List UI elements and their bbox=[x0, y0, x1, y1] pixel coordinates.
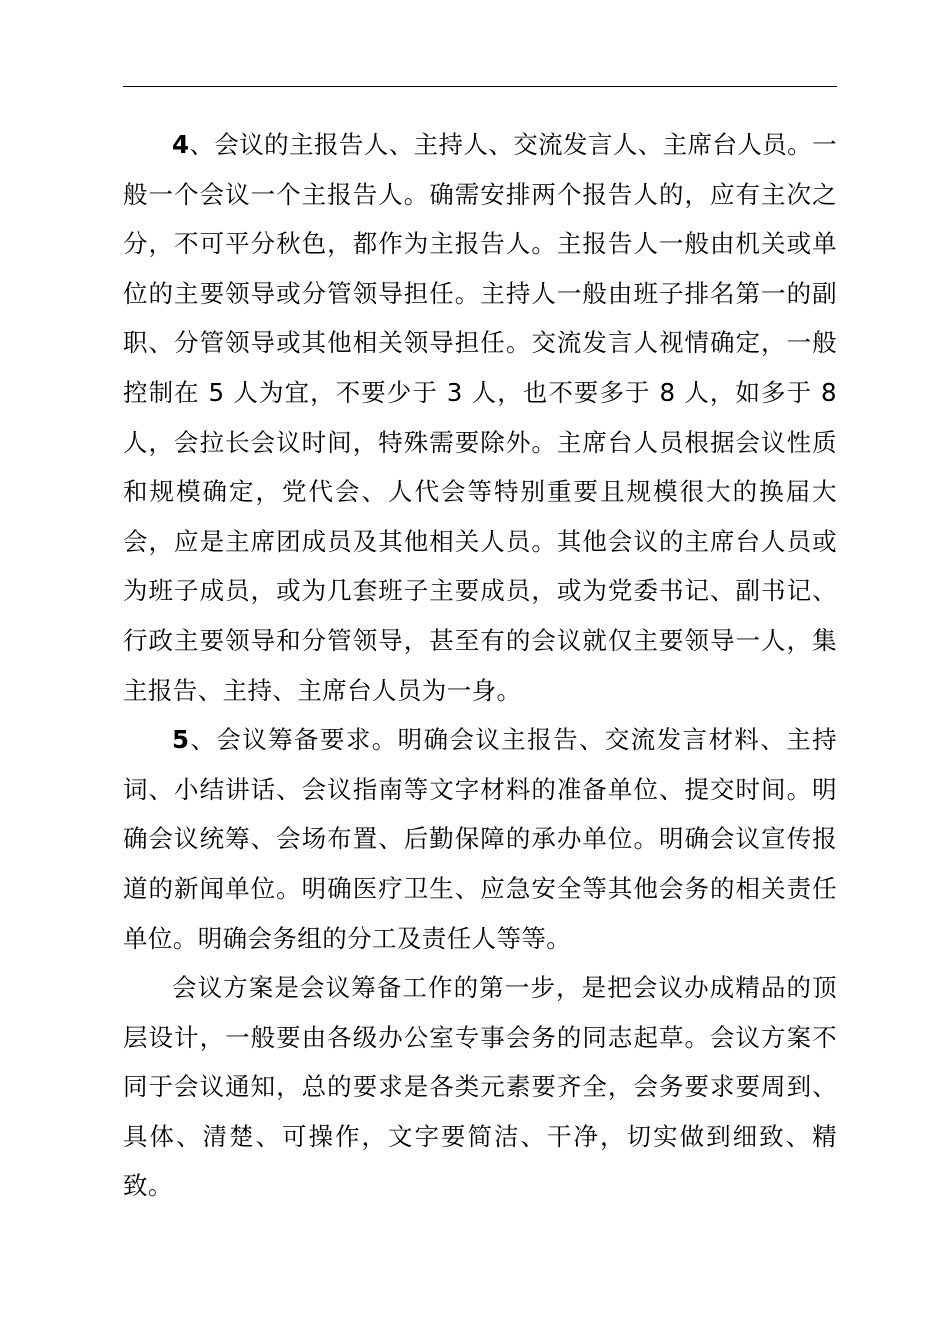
paragraph-summary bbox=[123, 963, 837, 1211]
header-rule bbox=[123, 86, 837, 87]
item-number: 4 bbox=[172, 130, 190, 159]
paragraph-item-4 bbox=[123, 120, 837, 715]
paragraph-text: 、会议筹备要求。明确会议主报告、交流发言材料、主持词、小结讲话、会议指南等文字材料的准备单位、提交时间。明确会议统筹、会场布置、后勤保障的承办单位。明确会议宣传报道的新闻单位。明确医疗卫生、应急安全等其他会务的相关责任单位。明确会务组的分工及责任人等等。 bbox=[123, 725, 837, 953]
paragraph-text: 会议方案是会议筹备工作的第一步，是把会议办成精品的顶层设计，一般要由各级办公室专事会务的同志起草。会议方案不同于会议通知，总的要求是各类元素要齐全，会务要求要周到、具体、清楚、可操作，文字要简洁、干净，切实做到细致、精致。 bbox=[123, 973, 837, 1201]
item-number: 5 bbox=[172, 725, 190, 755]
paragraph-text: 、会议的主报告人、主持人、交流发言人、主席台人员。一般一个会议一个主报告人。确需安排两个报告人的，应有主次之分，不可平分秋色，都作为主报告人。主报告人一般由机关或单位的主要领导或分管领导担任。主持人一般由班子排名第一的副职、分管领导或其他相关领导担任。交流发言人视情确定，一般控制在 5 人为宜，不要少于 3 人，也不要多于 8 人，如多于 8 人，会拉长会议时间，特殊需要除外。主席台人员根据会议性质和规模确定，党代会、人代会等特别重要且规模很大的换届大会，应是主席团成员及其他相关人员。其他会议的主席台人员或为班子成员，或为几套班子主要成员，或为党委书记、副书记、行政主要领导和分管领导，甚至有的会议就仅主要领导一人，集主报告、主持、主席台人员为一身。 bbox=[123, 130, 837, 705]
paragraph-item-5 bbox=[123, 715, 837, 963]
document-body bbox=[123, 120, 837, 1211]
